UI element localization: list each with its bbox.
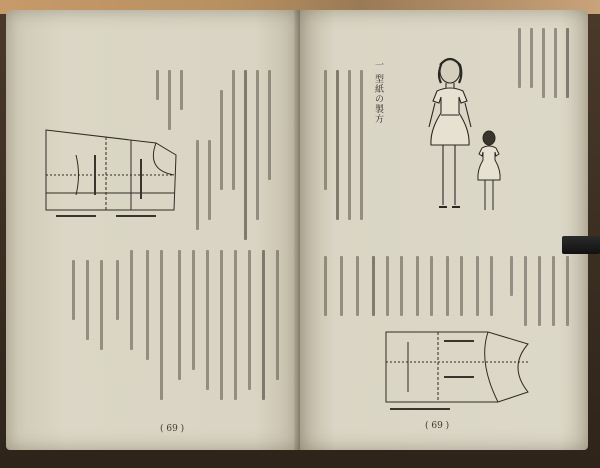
- text-column: [192, 250, 195, 370]
- right-page-number: ( 69 ): [425, 421, 450, 431]
- text-column: [146, 250, 149, 360]
- text-column: [554, 28, 557, 98]
- text-column: [156, 70, 159, 100]
- text-column: [336, 70, 339, 220]
- text-column: [372, 256, 375, 316]
- text-column: [524, 256, 527, 326]
- text-column: [208, 140, 211, 220]
- text-column: [530, 28, 533, 88]
- text-column: [268, 70, 271, 180]
- text-column: [220, 90, 223, 190]
- sewing-pattern-diagram: [378, 322, 538, 417]
- text-column: [178, 250, 181, 380]
- text-column: [340, 256, 343, 316]
- text-column: [476, 256, 479, 316]
- text-column: [244, 70, 247, 240]
- text-column: [552, 256, 555, 326]
- text-column: [160, 250, 163, 400]
- text-column: [490, 256, 493, 316]
- bookmark-tab: [562, 236, 600, 254]
- text-column: [518, 28, 521, 88]
- text-column: [446, 256, 449, 316]
- text-column: [360, 70, 363, 220]
- text-column: [256, 70, 259, 220]
- text-column: [324, 70, 327, 190]
- text-column: [538, 256, 541, 326]
- text-column: [86, 260, 89, 340]
- text-column: [542, 28, 545, 98]
- text-column: [276, 250, 279, 380]
- text-column: [100, 260, 103, 350]
- text-column: [232, 70, 235, 190]
- text-column: [416, 256, 419, 316]
- text-column: [220, 250, 223, 400]
- text-column: [234, 250, 237, 400]
- text-column: [356, 256, 359, 316]
- sewing-pattern-diagram: [36, 115, 186, 225]
- text-column: [248, 250, 251, 390]
- text-column: [116, 260, 119, 320]
- text-column: [386, 256, 389, 316]
- text-column: [262, 250, 265, 400]
- left-page-number: ( 69 ): [160, 424, 185, 434]
- text-column: [206, 250, 209, 390]
- text-column: [324, 256, 327, 316]
- text-column: [196, 140, 199, 230]
- text-column: [566, 256, 569, 326]
- text-column: [566, 28, 569, 98]
- text-column: [400, 256, 403, 316]
- section-heading: 一 型紙の製方: [373, 60, 383, 124]
- text-column: [510, 256, 513, 296]
- text-column: [72, 260, 75, 320]
- text-column: [180, 70, 183, 110]
- text-column: [348, 70, 351, 220]
- girl-dress-illustration-small: [472, 130, 506, 215]
- text-column: [460, 256, 463, 316]
- text-column: [130, 250, 133, 350]
- text-column: [430, 256, 433, 316]
